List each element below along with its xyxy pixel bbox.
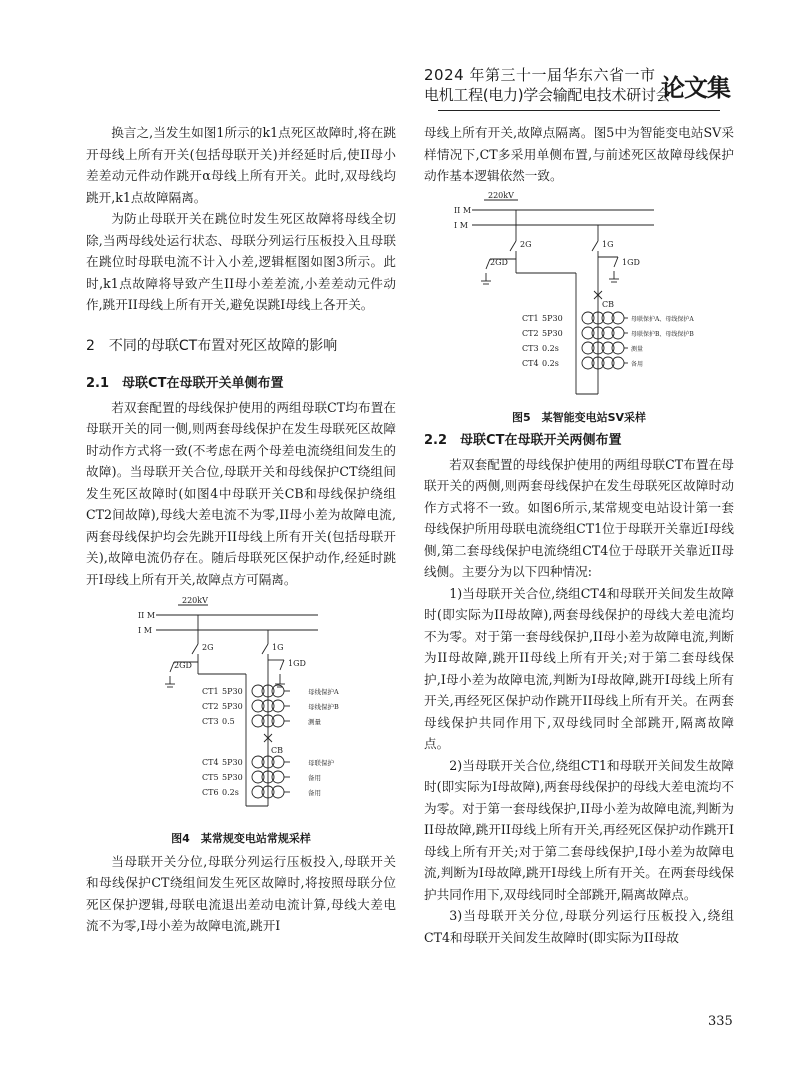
paragraph: 1)当母联开关合位,绕组CT4和母联开关间发生故障时(即实际为II母故障),两套母线保护的母线大差电流均不为零。对于第一套母线保护,II母小差为故障电流,判断为II母故障,跳开II母线上所有开关;对于第二套母线保护,I母小差为故障电流,判断为I母故障,跳开I母线上所有开关,再经死区保护动作跳开II母线上所有开关。在两套母线保护共同作用下,双母线同时全部跳开,隔离故障点。	[424, 585, 734, 751]
ct1-use: 母线保护A	[308, 688, 339, 696]
paragraph: 母线上所有开关,故障点隔离。图5中为智能变电站SV采样情况下,CT多采用单侧布置,与前述死区故障母线保护动作基本逻辑依然一致。	[424, 125, 734, 183]
ct2-spec: 5P30	[542, 328, 563, 338]
figure-4-diagram	[86, 596, 396, 821]
ct1-spec: 5P30	[222, 687, 243, 696]
ct1-label: CT1	[202, 687, 219, 696]
subsection-heading: 2.2 母联CT在母联开关两侧布置	[424, 433, 622, 448]
disconnector-1g-label: 1G	[602, 239, 614, 249]
ct6-spec: 0.2s	[222, 788, 239, 797]
ct3-spec: 0.5	[222, 717, 235, 726]
ct5-use: 备用	[308, 774, 321, 782]
ct1-use: 母联保护A、母线保护A	[631, 315, 694, 323]
running-header	[360, 60, 740, 110]
disconnector-1g-label: 1G	[272, 643, 284, 652]
paragraph: 换言之,当发生如图1所示的k1点死区故障时,将在跳开母线上所有开关(包括母联开关)并经延时后,使II母小差差动元件动作跳开α母线上所有开关。此时,双母线均跳开,k1点故障隔离。	[86, 125, 396, 205]
figure-4-caption: 图4 某常规变电站常规采样	[171, 831, 311, 845]
header-rule	[438, 110, 720, 111]
ground-2gd-label: 2GD	[490, 257, 508, 267]
breaker-cb-label: CB	[271, 746, 283, 755]
paragraph: 为防止母联开关在跳位时发生死区故障将母线全切除,当两母线处运行状态、母联分列运行压板投入且母联在跳位时母联电流不计入小差,逻辑框图如图3所示。此时,k1点故障将导致产生II母小差差流,小差差动元件动作,跳开II母线上所有开关,避免误跳I母线上各开关。	[86, 211, 396, 312]
paragraph: 2)当母联开关合位,绕组CT1和母联开关间发生故障时(即实际为I母故障),两套母线保护的母线大差电流均不为零。对于第一套母线保护,II母小差为故障电流,判断为II母故障,跳开II母线上所有开关,再经死区保护动作跳开I母线上所有开关;对于第二套母线保护,I母小差为故障电流,判断为I母故障,跳开I母线上所有开关。在两套母线保护共同作用下,双母线同时全部跳开,隔离故障点。	[424, 757, 734, 902]
ground-1gd-label: 1GD	[288, 659, 306, 668]
ct3-label: CT3	[202, 717, 219, 726]
header-proceedings-title: 论文集	[661, 74, 730, 102]
paragraph: 3)当母联开关分位,母联分列运行压板投入,绕组CT4和母联开关间发生故障时(即实际为II母故	[424, 908, 734, 945]
figure-5	[424, 191, 734, 428]
disconnector-2g-label: 2G	[202, 643, 214, 652]
ct4-use: 备用	[631, 360, 644, 368]
bus-ii-label: II M	[454, 205, 472, 215]
bus-ii-label: II M	[138, 611, 156, 620]
bus-i-label: I M	[138, 626, 152, 635]
ct6-label: CT6	[202, 788, 219, 797]
ct5-label: CT5	[202, 773, 219, 782]
ct4-label: CT4	[522, 358, 539, 368]
ct2-spec: 5P30	[222, 702, 243, 711]
page-number: 335	[708, 1014, 733, 1029]
ct6-use: 备用	[308, 789, 321, 797]
ct2-label: CT2	[202, 702, 219, 711]
ct3-use: 测量	[308, 718, 321, 726]
ground-2gd-label: 2GD	[174, 661, 192, 670]
ct2-use: 母线保护B	[308, 703, 339, 711]
figure-4	[86, 596, 396, 848]
voltage-label: 220kV	[488, 190, 514, 200]
breaker-cb-label: CB	[602, 299, 614, 309]
subsection-heading: 2.1 母联CT在母联开关单侧布置	[86, 376, 284, 391]
figure-5-diagram	[424, 191, 734, 401]
ct2-use: 母联保护B、母线保护B	[631, 330, 694, 338]
ct4-label: CT4	[202, 758, 219, 767]
ct4-use: 母联保护	[308, 759, 334, 767]
disconnector-2g-label: 2G	[520, 239, 532, 249]
ct4-spec: 0.2s	[542, 358, 559, 368]
figure-5-caption: 图5 某智能变电站SV采样	[511, 411, 647, 424]
voltage-label: 220kV	[182, 596, 208, 605]
paragraph: 当母联开关分位,母联分列运行压板投入,母联开关和母线保护CT绕组间发生死区故障时,将按照母联分位死区保护逻辑,母联电流退出差动电流计算,母线大差电流不为零,I母小差为故障电流,跳开I	[86, 853, 396, 933]
ct1-spec: 5P30	[542, 313, 563, 323]
bus-i-label: I M	[454, 220, 468, 230]
header-line-2: 电机工程(电力)学会输配电技术研讨会	[424, 86, 671, 104]
paragraph: 若双套配置的母线保护使用的两组母联CT布置在母联开关的两侧,则两套母线保护在发生母联死区故障时动作方式将不一致。如图6所示,某常规变电站设计第一套母线保护所用母联电流绕组CT1位于母联开关靠近I母线侧,第二套母线保护电流绕组CT4位于母联开关靠近II母线侧。主要分为以下四种情况:	[424, 456, 734, 579]
paragraph: 若双套配置的母线保护使用的两组母联CT均布置在母联开关的同一侧,则两套母线保护在发生母联死区故障时动作方式将一致(不考虑在两个母差电流绕组间发生的故障)。当母联开关合位,母联开关和母线保护CT绕组间发生死区故障时(如图4中母联开关CB和母线保护绕组CT2间故障),母线大差电流不为零,II母小差为故障电流,两套母线保护均会先跳开II母线上所有开关(包括母联开关),故障电流仍存在。随后母联死区保护动作,经延时跳开I母线上所有开关,故障点方可隔离。	[86, 399, 396, 587]
right-column	[424, 122, 734, 948]
header-line-1: 2024 年第三十一届华东六省一市	[424, 66, 656, 84]
ct2-label: CT2	[522, 328, 539, 338]
left-column	[86, 122, 396, 937]
ground-1gd-label: 1GD	[622, 257, 640, 267]
ct4-spec: 5P30	[222, 758, 243, 767]
ct5-spec: 5P30	[222, 773, 243, 782]
section-heading: 2 不同的母联CT布置对死区故障的影响	[86, 337, 338, 354]
ct3-use: 测量	[631, 345, 644, 353]
ct1-label: CT1	[522, 313, 539, 323]
ct3-label: CT3	[522, 343, 539, 353]
ct3-spec: 0.2s	[542, 343, 559, 353]
